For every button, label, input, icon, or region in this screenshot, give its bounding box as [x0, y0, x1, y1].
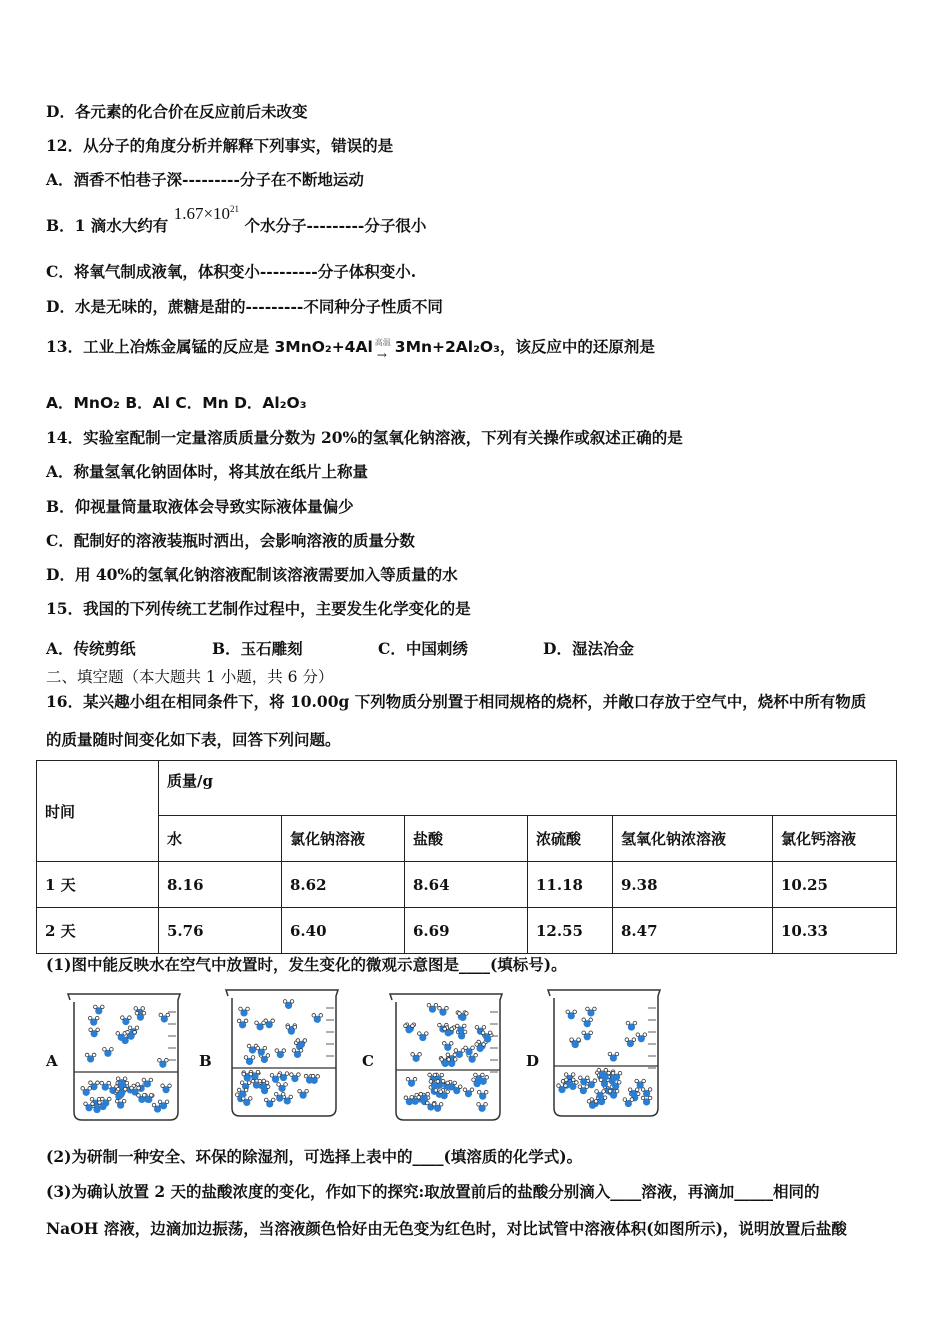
- table-row: [37, 908, 897, 954]
- q14-option-a: A．称量氢氧化钠固体时，将其放在纸片上称量: [46, 462, 369, 481]
- molecule-icon: [635, 1079, 646, 1088]
- q12b-number: [174, 204, 239, 223]
- molecule-icon: [464, 1046, 475, 1055]
- q15-option-a: A．传统剪纸: [46, 639, 136, 658]
- molecule-icon: [623, 1098, 634, 1107]
- q13-prefix: 13．工业上冶炼金属锰的反应是: [46, 337, 270, 356]
- q13-suffix: ，该反应中的还原剂是: [499, 337, 655, 356]
- sub-question-1: (1)图中能反映水在空气中放置时，发生变化的微观示意图是____(填标号)。: [46, 955, 567, 974]
- table-cell: 12.55: [528, 908, 613, 954]
- table-cell: 9.38: [613, 862, 773, 908]
- molecule-icon: [582, 1031, 593, 1040]
- question-16-line-2: 的质量随时间变化如下表，回答下列问题。: [46, 730, 341, 749]
- molecule-icon: [582, 1018, 593, 1027]
- table-row: [37, 862, 897, 908]
- molecule-icon: [264, 1098, 275, 1107]
- molecule-icon: [641, 1088, 652, 1097]
- molecule-icon: [239, 1007, 250, 1016]
- molecule-icon: [244, 1056, 255, 1065]
- beaker-label-d: D: [526, 1052, 540, 1070]
- molecule-icon: [477, 1090, 488, 1099]
- beaker-a-diagram: [64, 992, 188, 1124]
- molecule-icon: [625, 1038, 636, 1047]
- beaker-label-a: A: [46, 1052, 58, 1070]
- section-2-heading: 二、填空题（本大题共 1 小题，共 6 分）: [46, 668, 334, 686]
- molecule-icon: [282, 1095, 293, 1104]
- molecule-icon: [88, 1016, 99, 1025]
- molecule-icon: [578, 1085, 589, 1094]
- table-cell: 10.33: [773, 908, 897, 954]
- molecule-icon: [641, 1096, 652, 1105]
- col-h2so4: 浓硫酸: [528, 816, 613, 862]
- molecule-icon: [159, 1013, 170, 1022]
- molecule-icon: [626, 1021, 637, 1030]
- option-d-previous: D．各元素的化合价在反应前后未改变: [46, 102, 308, 121]
- q15-option-b: B．玉石雕刻: [212, 639, 303, 658]
- q15-option-d: D．湿法冶金: [543, 639, 634, 658]
- q12b-suffix: 个水分子---------分子很小: [244, 216, 427, 235]
- molecule-icon: [477, 1103, 488, 1112]
- col-hcl: 盐酸: [405, 816, 528, 862]
- mass-header: 质量/g: [159, 761, 897, 816]
- table-cell: 5.76: [159, 908, 282, 954]
- beaker-label-b: B: [199, 1052, 212, 1070]
- q13-options: A．MnO₂ B．Al C．Mn D．Al₂O₃: [46, 394, 307, 412]
- molecule-icon: [103, 1048, 114, 1057]
- mass-table: [36, 760, 897, 954]
- q12-option-c: C．将氧气制成液氧，体积变小---------分子体积变小.: [46, 262, 417, 281]
- molecule-icon: [438, 1006, 449, 1015]
- molecule-icon: [121, 1016, 132, 1025]
- molecule-icon: [636, 1033, 647, 1042]
- molecule-icon: [608, 1052, 619, 1061]
- molecule-icon: [418, 1032, 429, 1041]
- time-header: 时间: [37, 761, 159, 862]
- sub-question-3-line-1: (3)为确认放置 2 天的盐酸浓度的变化，作如下的探究:取放置前后的盐酸分别滴入____溶液，再滴加_____相同的: [46, 1182, 820, 1201]
- table-cell: 6.69: [405, 908, 528, 954]
- table-cell: 10.25: [773, 862, 897, 908]
- molecule-icon: [277, 1083, 288, 1092]
- q12-option-a: A．酒香不怕巷子深---------分子在不断地运动: [46, 170, 364, 189]
- question-16-line-1: 16．某兴趣小组在相同条件下，将 10.00g 下列物质分别置于相同规格的烧杯，并敞口存放于空气中，烧杯中所有物质: [46, 692, 867, 711]
- molecule-icon: [115, 1099, 126, 1108]
- condition-text: 高温: [374, 338, 391, 347]
- table-cell: 6.40: [282, 908, 405, 954]
- molecule-icon: [292, 1049, 303, 1058]
- table-cell: 8.16: [159, 862, 282, 908]
- q14-option-b: B．仰视量筒量取液体会导致实际液体量偏少: [46, 497, 354, 516]
- sub-question-2: (2)为研制一种安全、环保的除湿剂，可选择上表中的____(填溶质的化学式)。: [46, 1147, 583, 1166]
- question-13: [46, 337, 655, 362]
- q12b-mantissa: 1.67×10: [173, 204, 231, 223]
- row-label: 2 天: [37, 908, 159, 954]
- molecule-icon: [161, 1084, 172, 1093]
- molecule-icon: [255, 1021, 266, 1030]
- beaker-label-c: C: [362, 1052, 374, 1070]
- q12b-exponent: 21: [230, 204, 240, 214]
- q15-option-c: C．中国刺绣: [378, 639, 468, 658]
- q12b-prefix: B．1 滴水大约有: [46, 216, 169, 235]
- reaction-arrow: →: [376, 348, 387, 362]
- question-12: 12．从分子的角度分析并解释下列事实，错误的是: [46, 136, 394, 155]
- molecule-icon: [411, 1053, 422, 1062]
- molecule-icon: [256, 1046, 267, 1055]
- molecule-icon: [94, 1005, 105, 1014]
- beaker-c-diagram: [386, 992, 510, 1124]
- col-cacl2: 氯化钙溶液: [773, 816, 897, 862]
- molecule-icon: [270, 1073, 281, 1082]
- q14-option-c: C．配制好的溶液装瓶时洒出，会影响溶液的质量分数: [46, 531, 415, 550]
- molecule-icon: [566, 1010, 577, 1019]
- beaker-d-diagram: [544, 988, 668, 1120]
- molecule-icon: [406, 1077, 417, 1086]
- molecule-icon: [237, 1019, 248, 1028]
- molecule-icon: [443, 1042, 454, 1051]
- molecule-icon: [81, 1087, 92, 1096]
- table-cell: 11.18: [528, 862, 613, 908]
- molecule-icon: [85, 1053, 96, 1062]
- molecule-icon: [427, 1003, 438, 1012]
- molecule-icon: [158, 1058, 169, 1067]
- col-naoh: 氢氧化钠浓溶液: [613, 816, 773, 862]
- sub-question-3-line-2: NaOH 溶液，边滴加边振荡，当溶液颜色恰好由无色变为红色时，对比试管中溶液体积(如图所示)，说明放置后盐酸: [46, 1219, 847, 1238]
- question-15: 15．我国的下列传统工艺制作过程中，主要发生化学变化的是: [46, 599, 471, 618]
- table-cell: 8.62: [282, 862, 405, 908]
- molecule-icon: [283, 1000, 294, 1009]
- table-cell: 8.64: [405, 862, 528, 908]
- col-nacl: 氯化钠溶液: [282, 816, 405, 862]
- molecule-icon: [463, 1088, 474, 1097]
- beaker-b-diagram: [222, 988, 346, 1120]
- q14-option-d: D．用 40%的氢氧化钠溶液配制该溶液需要加入等质量的水: [46, 565, 458, 584]
- reaction-condition: [373, 337, 395, 362]
- molecule-icon: [89, 1028, 100, 1037]
- table-cell: 8.47: [613, 908, 773, 954]
- molecule-icon: [298, 1089, 309, 1098]
- q13-equation-right: 3Mn+2Al₂O₃: [394, 338, 500, 356]
- row-label: 1 天: [37, 862, 159, 908]
- molecule-icon: [275, 1049, 286, 1058]
- molecule-icon: [290, 1073, 301, 1082]
- q13-equation-left: 3MnO₂+4Al: [274, 338, 373, 356]
- q12-option-d: D．水是无味的，蔗糖是甜的---------不同种分子性质不同: [46, 297, 443, 316]
- col-water: 水: [159, 816, 282, 862]
- molecule-icon: [312, 1014, 323, 1023]
- question-14: 14．实验室配制一定量溶质质量分数为 20%的氢氧化钠溶液，下列有关操作或叙述正确的是: [46, 428, 683, 447]
- molecule-icon: [586, 1007, 597, 1016]
